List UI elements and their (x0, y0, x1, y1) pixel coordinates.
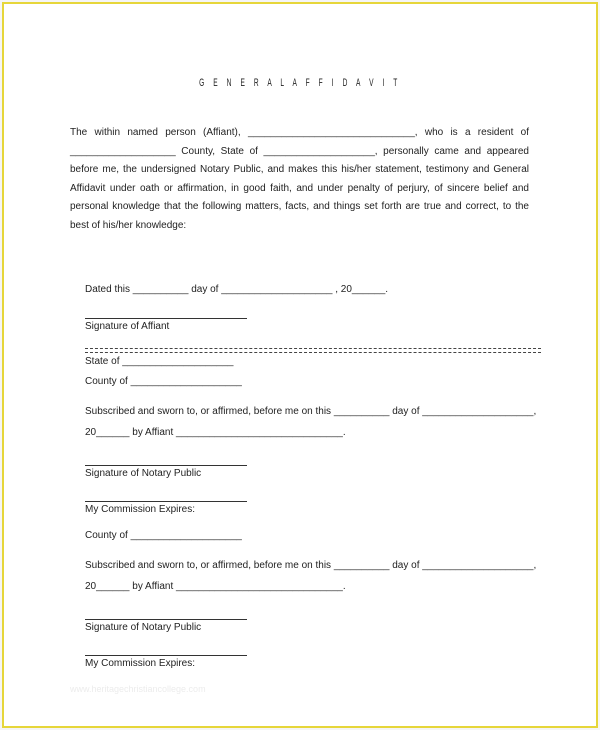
notary-signature-rule-2 (85, 619, 247, 620)
subscribed-line-1b: 20______ by Affiant ______________________________. (85, 427, 346, 438)
commission-rule-2 (85, 655, 247, 656)
subscribed-line-2a: Subscribed and sworn to, or affirmed, before me on this __________ day of ____________________, (85, 560, 537, 571)
intro-paragraph: The within named person (Affiant), ______________________________, who is a resident of ___________________ County, State of ____________________, personally came and appeared before me, the undersigned Notary Public, and makes this his/her statement, testimony and General Affidavit under oath or affirmation, in good faith, and under penalty of perjury, of sincere belief and personal knowledge that the following matters, facts, and things set forth are true and correct, to the best of his/her knowledge: (70, 127, 529, 231)
dated-line: Dated this __________ day of ____________________ , 20______. (85, 284, 389, 295)
notary-signature-label-2: Signature of Notary Public (85, 622, 202, 633)
section-divider (85, 348, 541, 353)
document-page (2, 2, 598, 728)
watermark-text: www.heritagechristiancollege.com (70, 684, 206, 694)
county-line-2: County of ____________________ (85, 530, 242, 541)
state-line: State of ____________________ (85, 356, 234, 367)
notary-signature-rule-1 (85, 465, 247, 466)
affiant-signature-label: Signature of Affiant (85, 321, 170, 332)
commission-label-2: My Commission Expires: (85, 658, 196, 669)
subscribed-line-1a: Subscribed and sworn to, or affirmed, before me on this __________ day of ____________________, (85, 406, 537, 417)
notary-signature-label-1: Signature of Notary Public (85, 468, 202, 479)
commission-label-1: My Commission Expires: (85, 504, 196, 515)
affiant-signature-rule (85, 318, 247, 319)
commission-rule-1 (85, 501, 247, 502)
document-title: G E N E R A L A F F I D A V I T (199, 77, 401, 89)
county-line-1: County of ____________________ (85, 376, 242, 387)
subscribed-line-2b: 20______ by Affiant ______________________________. (85, 581, 346, 592)
